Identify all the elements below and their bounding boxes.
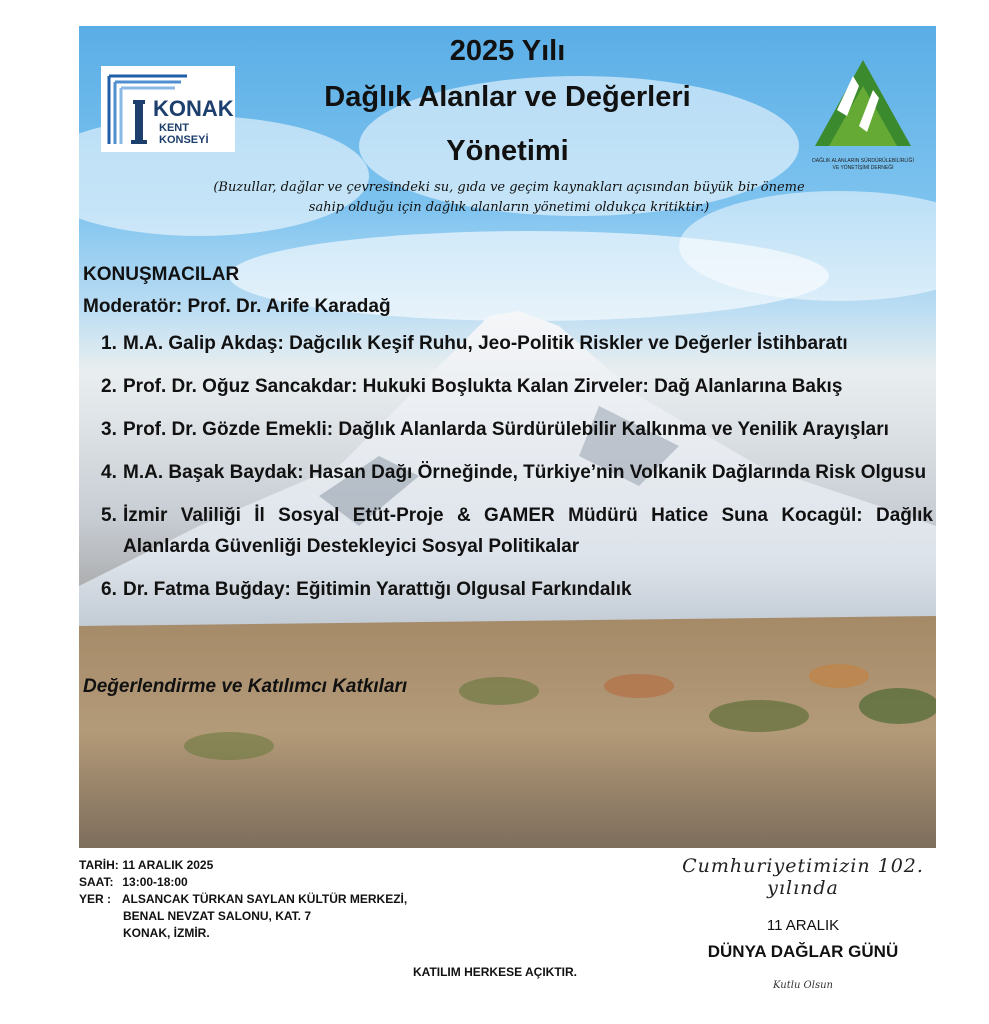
title-main: Dağlık Alanlar ve Değerleri: [324, 81, 691, 113]
place-label: YER :: [79, 892, 112, 906]
subtitle-line-1: (Buzullar, dağlar ve çevresindeki su, gıda ve geçim kaynakları açısından büyük bir öneme: [213, 180, 805, 195]
speaker-item: [101, 371, 933, 402]
speaker-item: [101, 500, 933, 562]
poster-background: [79, 26, 936, 848]
speaker-text: M.A. Başak Baydak: Hasan Dağı Örneğinde, Türkiye’nin Volkanik Dağlarında Risk Olgusu: [123, 462, 927, 483]
subtitle-line-2: sahip olduğu için dağlık alanların yönetimi oldukça kritiktir.): [308, 200, 710, 215]
world-mountain-day-block: [672, 855, 934, 991]
speaker-text: Prof. Dr. Oğuz Sancakdar: Hukuki Boşlukta Kalan Zirveler: Dağ Alanlarına Bakış: [123, 376, 843, 397]
closing-line: Değerlendirme ve Katılımcı Katkıları: [83, 676, 408, 697]
speaker-number: 2.: [101, 376, 117, 397]
mountain-day-date: 11 ARALIK: [766, 917, 840, 934]
speaker-item: [101, 328, 933, 359]
logo-konak-text: KONAK: [153, 96, 234, 121]
place-line-1: ALSANCAK TÜRKAN SAYLAN KÜLTÜR MERKEZİ,: [121, 892, 408, 906]
speaker-item: [101, 457, 933, 488]
place-line-2: BENAL NEVZAT SALONU, KAT. 7: [123, 909, 312, 923]
logo-konak-subtext: KENT KONSEYİ: [159, 122, 209, 146]
speakers-list: [101, 328, 933, 617]
title-sub: Yönetimi: [446, 135, 569, 167]
logo-dagder-line2: VE YÖNETİŞİMİ DERNEĞİ: [832, 165, 894, 171]
speaker-text: Dr. Fatma Buğday: Eğitimin Yarattığı Olgusal Farkındalık: [123, 579, 632, 600]
date-value: 11 ARALIK 2025: [122, 858, 214, 872]
republic-anniversary-script: Cumhuriyetimizin 102. yılında: [682, 855, 924, 899]
speaker-text: Prof. Dr. Gözde Emekli: Dağlık Alanlarda Sürdürülebilir Kalkınma ve Yenilik Arayışları: [123, 419, 889, 440]
subtitle: [199, 178, 819, 218]
speakers-heading: KONUŞMACILAR: [83, 264, 240, 285]
speaker-number: 5.: [101, 505, 117, 526]
mountain-day-name: DÜNYA DAĞLAR GÜNÜ: [707, 942, 899, 961]
title-year: 2025 Yılı: [449, 35, 566, 67]
speaker-item: [101, 574, 933, 605]
open-to-all: KATILIM HERKESE AÇIKTIR.: [413, 965, 577, 979]
speaker-item: [101, 414, 933, 445]
date-label: TARİH:: [79, 858, 119, 872]
speaker-number: 6.: [101, 579, 117, 600]
place-line-3: KONAK, İZMİR.: [123, 926, 210, 940]
moderator: Moderatör: Prof. Dr. Arife Karadağ: [83, 296, 391, 317]
logo-dagder-line1: DAĞLIK ALANLARIN SÜRDÜRÜLEBİLİRLİĞİ: [812, 158, 914, 164]
speaker-text: M.A. Galip Akdaş: Dağcılık Keşif Ruhu, Jeo-Politik Riskler ve Değerler İstihbaratı: [123, 333, 848, 354]
time-label: SAAT:: [79, 875, 114, 889]
kutlu-olsun-script: Kutlu Olsun: [773, 980, 833, 991]
speaker-text: İzmir Valiliği İl Sosyal Etüt-Proje & GAMER Müdürü Hatice Suna Kocagül: Dağlık Alanlarda Güvenliği Destekleyici Sosyal Politikalar: [123, 505, 933, 557]
speaker-number: 4.: [101, 462, 117, 483]
speaker-number: 1.: [101, 333, 117, 354]
time-value: 13:00-18:00: [122, 875, 188, 889]
event-info: [79, 857, 407, 942]
speaker-number: 3.: [101, 419, 117, 440]
